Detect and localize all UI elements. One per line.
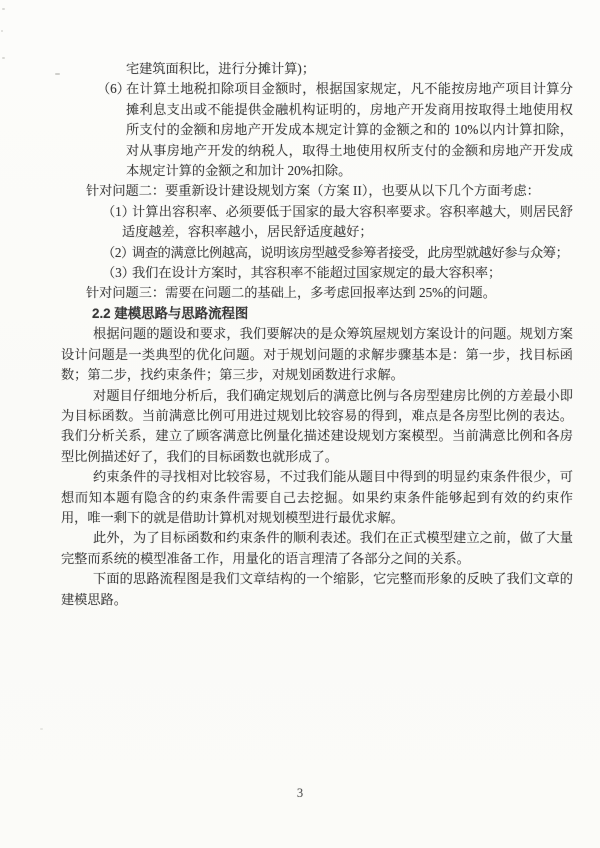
list-item-6 [61, 79, 573, 181]
paragraph-constraints: 约束条件的寻找相对比较容易，不过我们能从题目中得到的明显约束条件很少，可想而知本题有隐含的约束条件需要自己去挖掘。如果约束条件能够起到有效的约束作用，唯一剩下的就是借助计算机对规划模型进行最优求解。 [61, 469, 573, 525]
list-item-1 [61, 202, 573, 243]
section-heading-2-2: 2.2 建模思路与思路流程图 [92, 305, 249, 321]
scan-artifact [1, 30, 3, 32]
list-item-2 [61, 243, 573, 263]
list-item-3 [61, 263, 573, 283]
scan-artifact [2, 57, 5, 59]
continuation-line: 宅建筑面积比，进行分摊计算)； [126, 61, 316, 76]
paragraph-flowchart-intro: 下面的思路流程图是我们文章结构的一个缩影，它完整而形象的反映了我们文章的建模思路。 [61, 571, 573, 607]
paragraph-problem-3: 针对问题三：需要在问题二的基础上，多考虑回报率达到 25%的问题。 [86, 285, 496, 301]
paragraph-objective-function: 对题目仔细地分析后，我们确定规划后的满意比例与各房型建房比例的方差最小即为目标函数。当前满意比例可用进过规划比较容易的得到，难点是各房型比例的表达。我们分析关系，建立了顾客满意比例量化描述建设规划方案模型。当前满意比例和各房型比例描述好了，我们的目标函数也就形成了。 [61, 387, 573, 464]
page-body-text [61, 59, 573, 610]
list-item-3-text: 我们在设计方案时，其容积率不能超过国家规定的最大容积率； [132, 265, 502, 281]
paragraph-model-preparation: 此外，为了目标函数和约束条件的顺利表述。我们在正式模型建立之前，做了大量完整而系统的模型准备工作，用量化的语言理清了各部分之间的关系。 [61, 530, 573, 566]
list-item-2-text: 调查的满意比例越高，说明该房型越受参筹者接受，此房型就越好参与众筹； [132, 244, 569, 260]
paragraph-modeling-overview: 根据问题的题设和要求，我们要解决的是众筹筑屋规划方案设计的问题。规划方案设计问题是一类典型的优化问题。对于规划问题的求解步骤基本是：第一步，找目标函数；第二步，找约束条件；第三步，对规划函数进行求解。 [61, 326, 573, 383]
page-number: 3 [296, 786, 304, 800]
list-item-6-marker: （6） [97, 81, 130, 97]
scan-artifact [55, 73, 60, 75]
list-item-3-marker: （3） [102, 265, 135, 281]
list-item-1-marker: （1） [102, 203, 135, 219]
scan-artifact [40, 728, 43, 730]
list-item-2-marker: （2） [102, 244, 134, 260]
list-item-6-text: 在计算土地税扣除项目金额时，根据国家规定，凡不能按房地产项目计算分摊利息支出或不能提供金融机构证明的，房地产开发商用按取得土地使用权所支付的金额和房地产开发成本规定计算的金额之和的 10%以内计算扣除，对从事房地产开发的纳税人，取得土地使用权所支付的金额和房地产开发成本规定计算的金额之和加计 20%扣除。 [126, 81, 573, 179]
list-item-1-text: 计算出容积率、必须要低于国家的最大容积率要求。容积率越大，则居民舒适度越差，容积率越小，居民舒适度越好； [122, 203, 573, 240]
scan-artifact [2, 8, 5, 10]
paragraph-problem-2-intro: 针对问题二：要重新设计建设规划方案（方案 II），也要从以下几个方面考虑： [86, 183, 540, 199]
